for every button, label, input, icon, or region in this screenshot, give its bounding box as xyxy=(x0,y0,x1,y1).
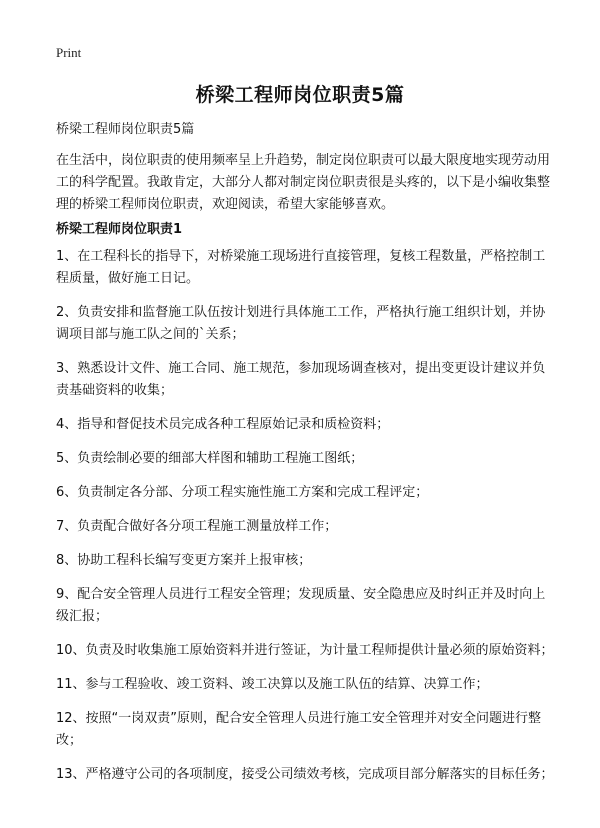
duty-item-8: 8、协助工程科长编写变更方案并上报审核； xyxy=(56,553,312,568)
section-heading: 桥梁工程师岗位职责1 xyxy=(56,222,183,237)
page-title: 桥梁工程师岗位职责5篇 xyxy=(195,84,405,106)
duty-item-6: 6、负责制定各分部、分项工程实施性施工方案和完成工程评定； xyxy=(56,485,429,500)
duty-item-10: 10、负责及时收集施工原始资料并进行签证，为计量工程师提供计量必须的原始资料； xyxy=(56,643,554,658)
duty-item-12: 12、按照“一岗双责”原则，配合安全管理人员进行施工安全管理并对安全问题进行整改； xyxy=(56,711,542,748)
duty-list xyxy=(56,246,556,798)
duty-item-1: 1、在工程科长的指导下，对桥梁施工现场进行直接管理，复核工程数量，严格控制工程质量，做好施工日记。 xyxy=(56,249,546,286)
duty-item-13: 13、严格遵守公司的各项制度，接受公司绩效考核，完成项目部分解落实的目标任务； xyxy=(56,767,554,782)
duty-item-5: 5、负责绘制必要的细部大样图和辅助工程施工图纸； xyxy=(56,451,364,466)
duty-item-4: 4、指导和督促技术员完成各种工程原始记录和质检资料； xyxy=(56,417,390,432)
duty-item-3: 3、熟悉设计文件、施工合同、施工规范，参加现场调查核对，提出变更设计建议并负责基础资料的收集； xyxy=(56,361,546,398)
duty-item-2: 2、负责安排和监督施工队伍按计划进行具体施工工作，严格执行施工组织计划，并协调项目部与施工队之间的`关系； xyxy=(56,305,546,342)
duty-item-9: 9、配合安全管理人员进行工程安全管理；发现质量、安全隐患应及时纠正并及时向上级汇报； xyxy=(56,587,546,624)
duty-item-7: 7、负责配合做好各分项工程施工测量放样工作； xyxy=(56,519,338,534)
intro-paragraph: 在生活中，岗位职责的使用频率呈上升趋势，制定岗位职责可以最大限度地实现劳动用工的科学配置。我敢肯定，大部分人都对制定岗位职责很是头疼的，以下是小编收集整理的桥梁工程师岗位职责，欢迎阅读，希望大家能够喜欢。 xyxy=(56,153,551,212)
subtitle: 桥梁工程师岗位职责5篇 xyxy=(56,122,195,137)
print-label: Print xyxy=(56,45,82,60)
duty-item-11: 11、参与工程验收、竣工资料、竣工决算以及施工队伍的结算、决算工作； xyxy=(56,677,489,692)
